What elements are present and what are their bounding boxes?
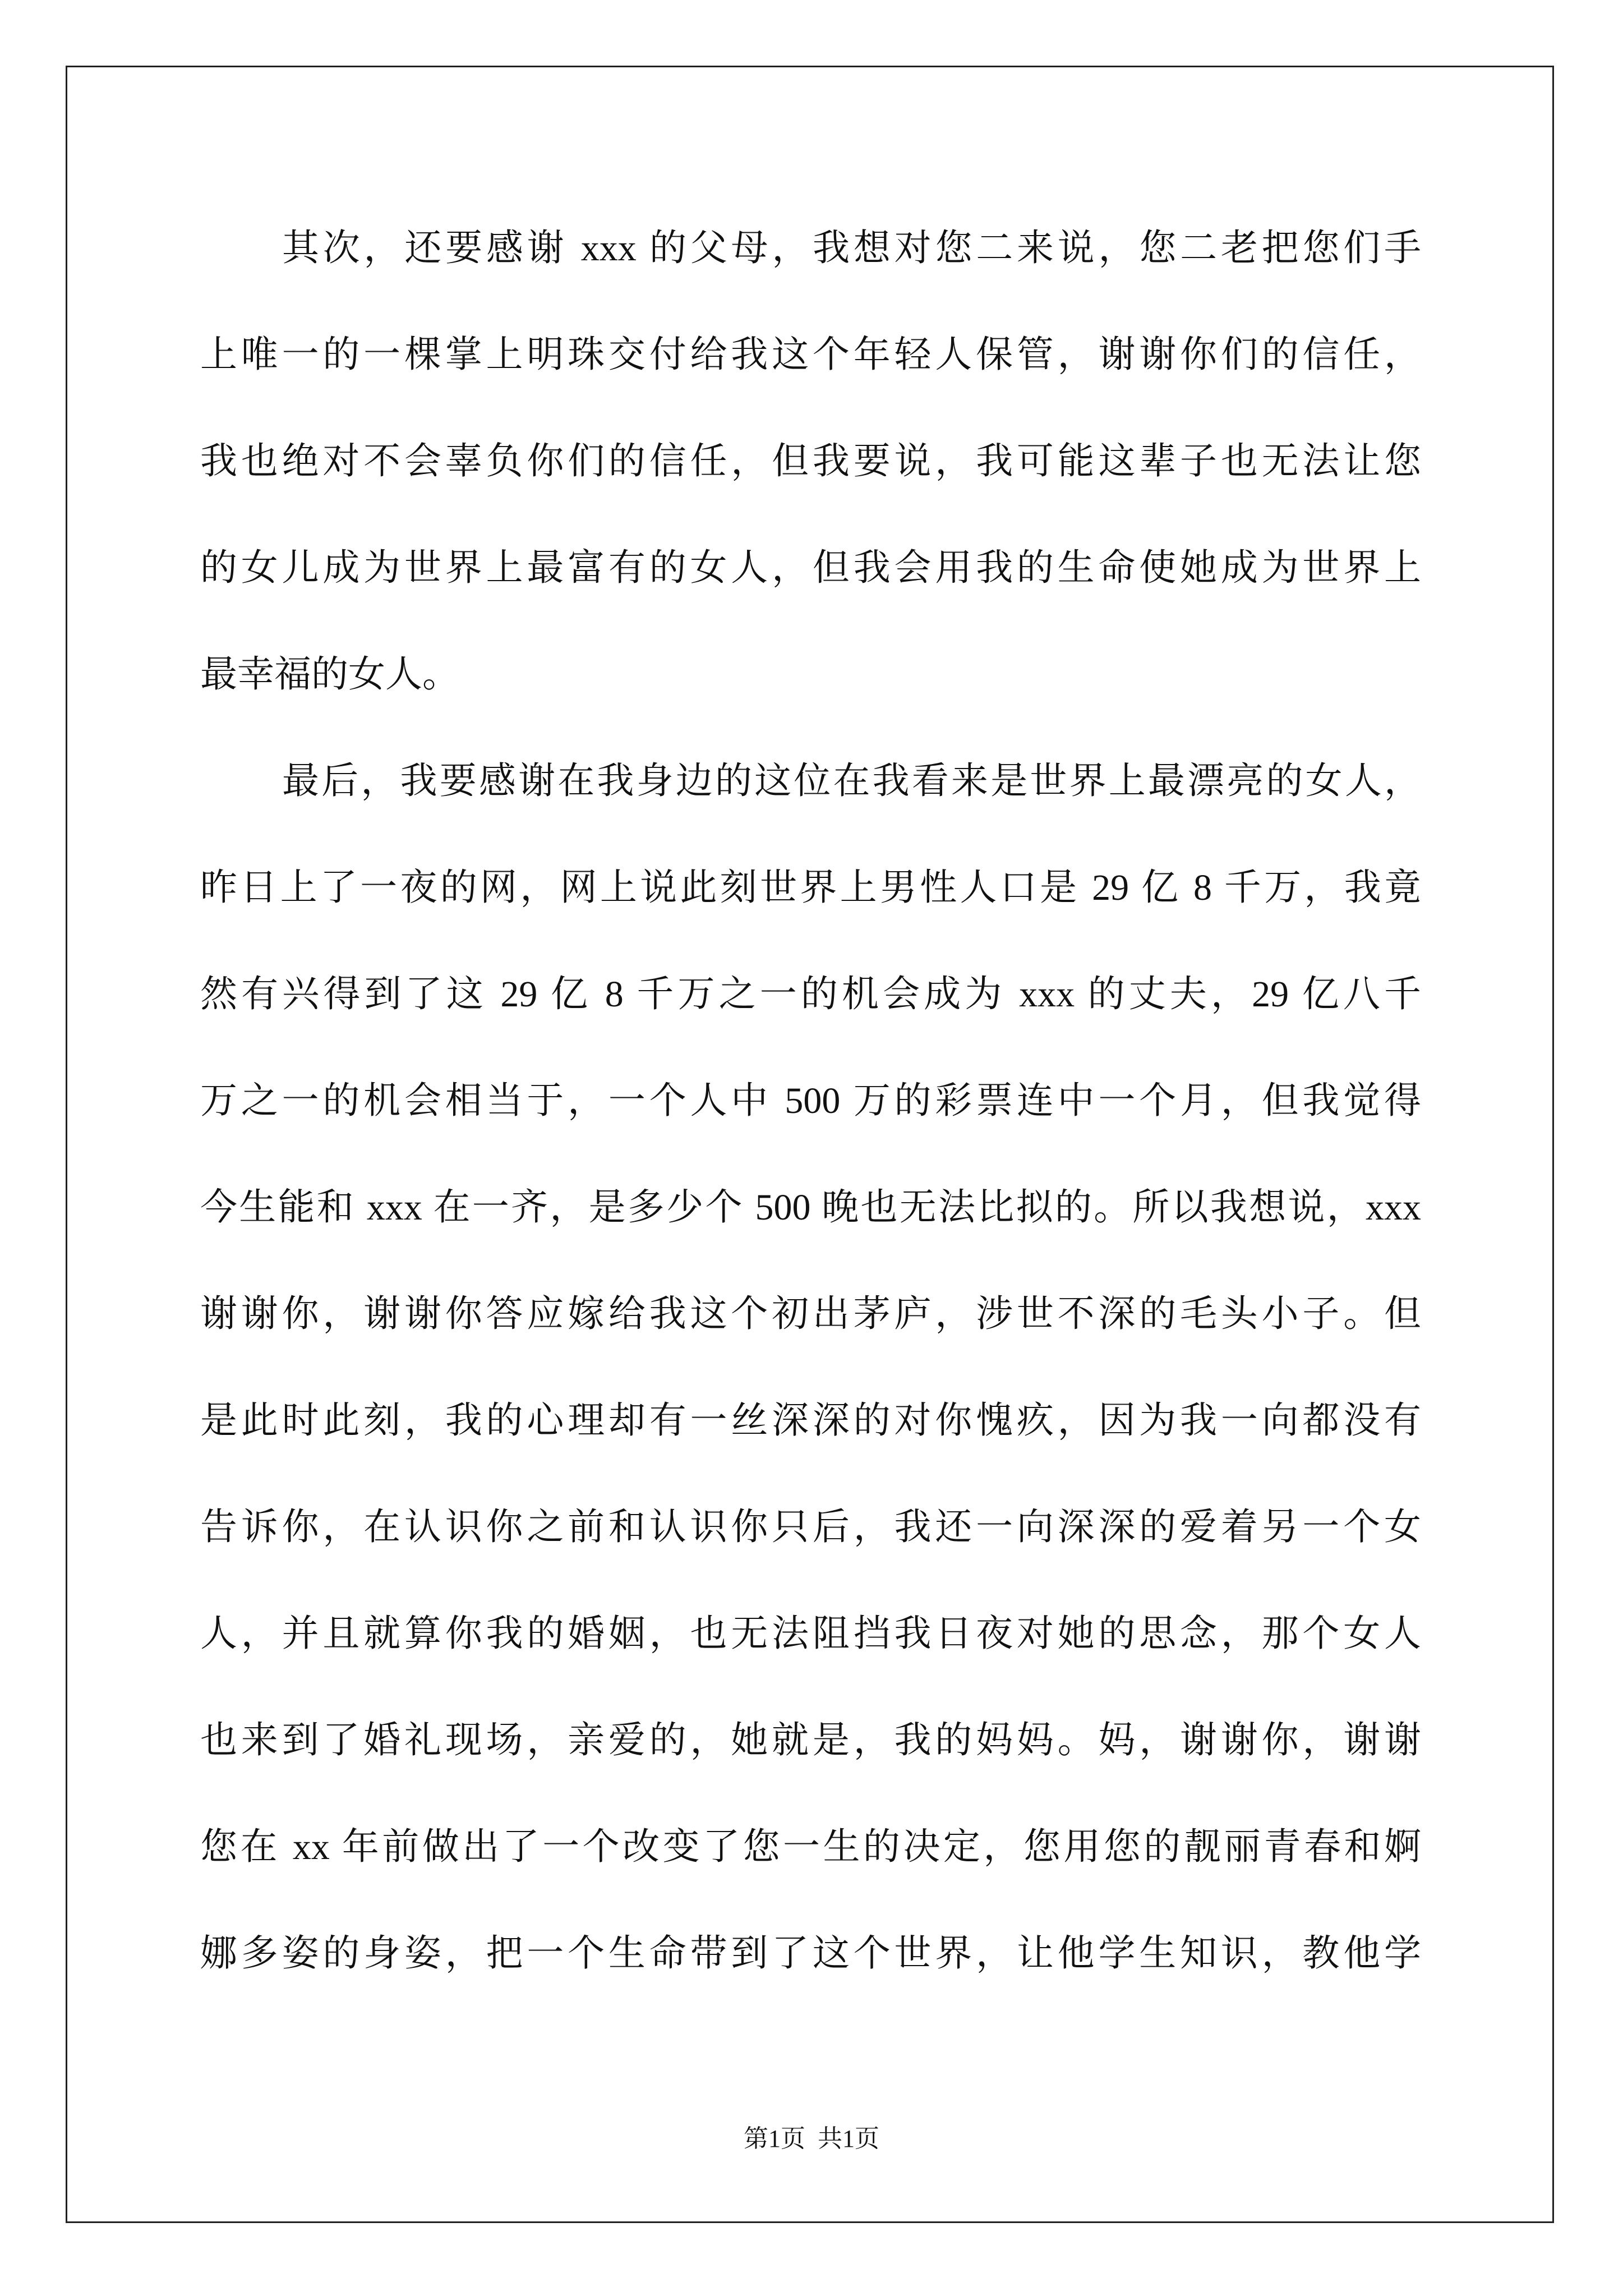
- text-line: 昨日上了一夜的网，网上说此刻世界上男性人口是 29 亿 8 千万，我竟: [200, 867, 1421, 908]
- text-line: 最幸福的女人。: [200, 654, 459, 695]
- text-line: 人，并且就算你我的婚姻，也无法阻挡我日夜对她的思念，那个女人: [200, 1613, 1421, 1654]
- text-line: 万之一的机会相当于，一个人中 500 万的彩票连中一个月，但我觉得: [200, 1080, 1421, 1121]
- text-line: 是此时此刻，我的心理却有一丝深深的对你愧疚，因为我一向都没有: [200, 1400, 1421, 1441]
- text-line: 今生能和 xxx 在一齐，是多少个 500 晚也无法比拟的。所以我想说，xxx: [200, 1187, 1421, 1228]
- text-line: 最后，我要感谢在我身边的这位在我看来是世界上最漂亮的女人，: [282, 761, 1421, 802]
- text-line: 娜多姿的身姿，把一个生命带到了这个世界，让他学生知识，教他学: [200, 1933, 1421, 1974]
- paragraph: [200, 195, 1421, 728]
- document-body: [200, 195, 1421, 2007]
- text-line: 您在 xx 年前做出了一个改变了您一生的决定，您用您的靓丽青春和婀: [200, 1826, 1421, 1867]
- text-line: 的女儿成为世界上最富有的女人，但我会用我的生命使她成为世界上: [200, 547, 1421, 588]
- text-line: 告诉你，在认识你之前和认识你只后，我还一向深深的爱着另一个女: [200, 1507, 1421, 1548]
- text-line: 谢谢你，谢谢你答应嫁给我这个初出茅庐，涉世不深的毛头小子。但: [200, 1294, 1421, 1335]
- text-line: 然有兴得到了这 29 亿 8 千万之一的机会成为 xxx 的丈夫，29 亿八千: [200, 974, 1421, 1015]
- text-line: 其次，还要感谢 xxx 的父母，我想对您二来说，您二老把您们手: [282, 228, 1421, 269]
- page-footer: 第1页 共1页: [744, 2125, 879, 2152]
- text-line: 我也绝对不会辜负你们的信任，但我要说，我可能这辈子也无法让您: [200, 441, 1421, 482]
- text-line: 也来到了婚礼现场，亲爱的，她就是，我的妈妈。妈，谢谢你，谢谢: [200, 1720, 1421, 1761]
- paragraph: [200, 728, 1421, 2007]
- text-line: 上唯一的一棵掌上明珠交付给我这个年轻人保管，谢谢你们的信任，: [200, 334, 1421, 375]
